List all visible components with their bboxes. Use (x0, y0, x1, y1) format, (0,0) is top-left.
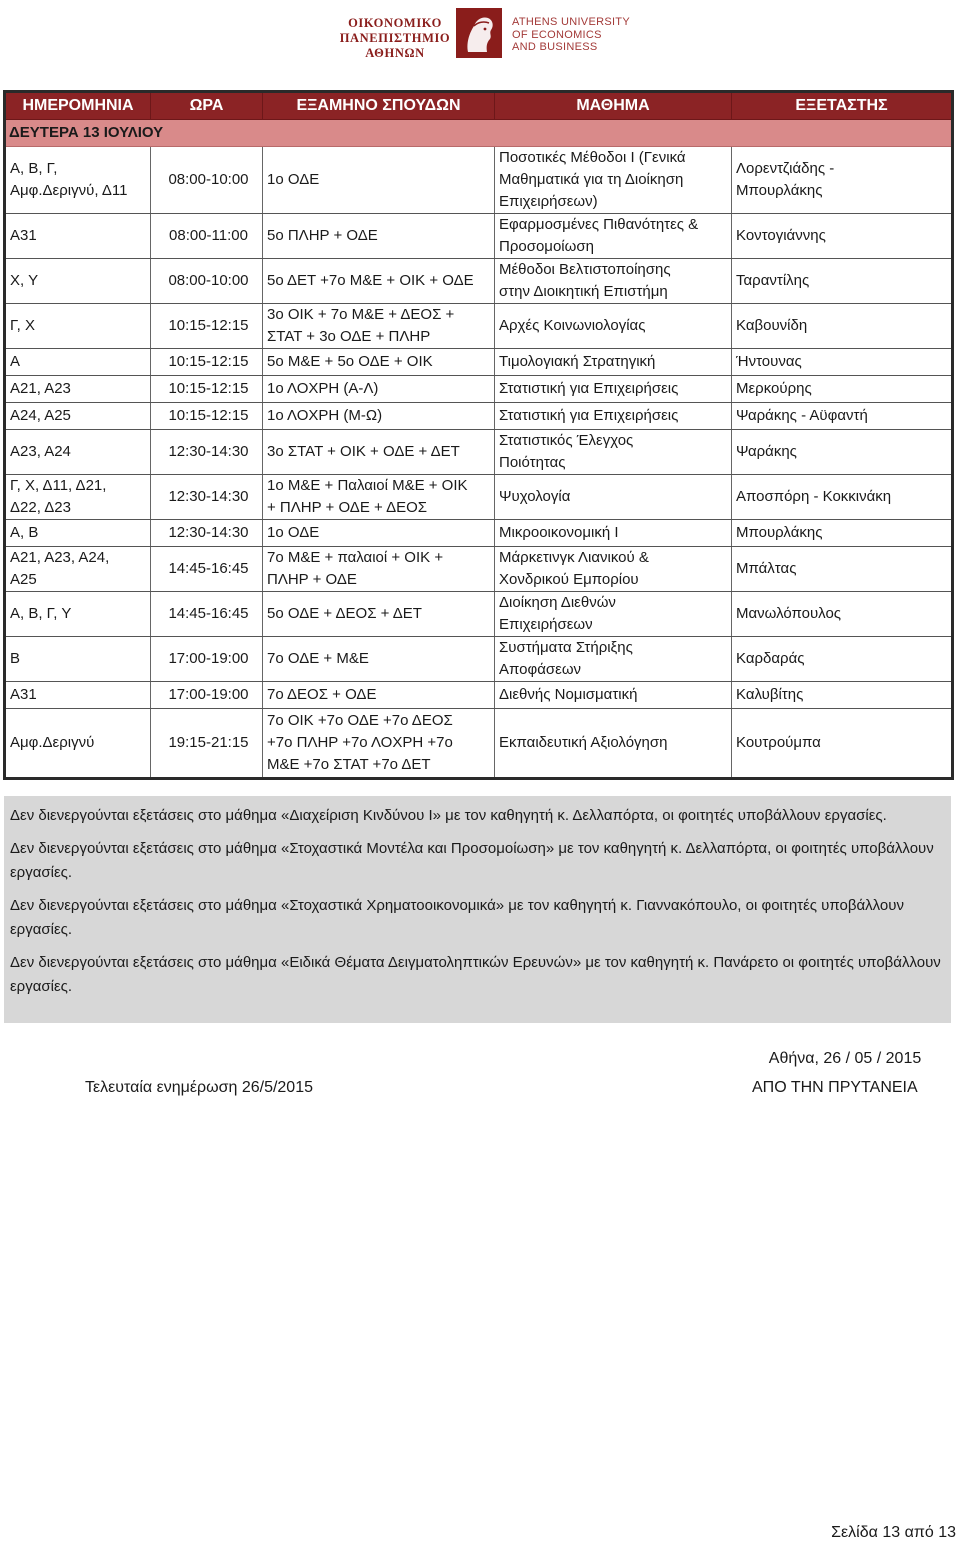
exam-groups-cell: Α, Β, Γ, Αμφ.Δεριγνύ, Δ11 (5, 147, 151, 214)
athena-head-icon (456, 8, 502, 58)
exam-time-cell: 12:30-14:30 (151, 520, 263, 547)
exam-groups-cell: Β (5, 637, 151, 682)
note-item: Δεν διενεργούνται εξετάσεις στο μάθημα «Ειδικά Θέματα Δειγματοληπτικών Ερευνών» με τον καθηγητή κ. Πανάρετο οι φοιτητές υποβάλλουν εργασίες. (10, 954, 941, 995)
column-header-date: ΗΜΕΡΟΜΗΝΙΑ (5, 92, 151, 120)
exam-groups-cell: Α24, Α25 (5, 403, 151, 430)
exam-examiner-cell: Αποσπόρη - Κοκκινάκη (732, 475, 953, 520)
logo-greek-line: ΑΘΗΝΩΝ (365, 46, 425, 60)
exam-course-cell: Μάρκετινγκ Λιανικού & Χονδρικού Εμπορίου (495, 547, 732, 592)
exam-examiner-cell: Ταραντίλης (732, 259, 953, 304)
note-item: Δεν διενεργούνται εξετάσεις στο μάθημα «Διαχείριση Κινδύνου Ι» με τον καθηγητή κ. Δελλαπόρτα, οι φοιτητές υποβάλλουν εργασίες. (10, 807, 887, 824)
exam-course-cell: Στατιστικός Έλεγχος Ποιότητας (495, 430, 732, 475)
logo-english-name (512, 16, 652, 54)
exam-semester-cell: 1ο ΛΟΧΡΗ (Μ-Ω) (263, 403, 495, 430)
exam-time-cell: 10:15-12:15 (151, 403, 263, 430)
table-row (5, 430, 953, 475)
exam-semester-cell: 7ο ΟΔΕ + Μ&Ε (263, 637, 495, 682)
exam-course-cell: Τιμολογιακή Στρατηγική (495, 349, 732, 376)
table-row (5, 520, 953, 547)
exam-course-cell: Εκπαιδευτική Αξιολόγηση (495, 709, 732, 779)
exam-course-cell: Αρχές Κοινωνιολογίας (495, 304, 732, 349)
exam-time-cell: 14:45-16:45 (151, 547, 263, 592)
exam-semester-cell: 5ο ΔΕΤ +7ο Μ&Ε + ΟΙΚ + ΟΔΕ (263, 259, 495, 304)
note-item: Δεν διενεργούνται εξετάσεις στο μάθημα «Στοχαστικά Μοντέλα και Προσομοίωση» με τον καθηγητή κ. Δελλαπόρτα, οι φοιτητές υποβάλλουν εργασίες. (10, 840, 934, 881)
exam-course-cell: Διεθνής Νομισματική (495, 682, 732, 709)
table-row (5, 304, 953, 349)
exam-course-cell: Συστήματα Στήριξης Αποφάσεων (495, 637, 732, 682)
column-header-semester: ΕΞΑΜΗΝΟ ΣΠΟΥΔΩΝ (263, 92, 495, 120)
exam-groups-cell: Α, Β (5, 520, 151, 547)
exam-time-cell: 12:30-14:30 (151, 430, 263, 475)
table-header-row (5, 92, 953, 120)
exam-examiner-cell: Μερκούρης (732, 376, 953, 403)
exam-time-cell: 12:30-14:30 (151, 475, 263, 520)
exam-schedule-table (3, 90, 954, 780)
exam-groups-cell: Α (5, 349, 151, 376)
exam-course-cell: Στατιστική για Επιχειρήσεις (495, 403, 732, 430)
exam-time-cell: 10:15-12:15 (151, 349, 263, 376)
notes-box (4, 796, 951, 1023)
last-update: Τελευταία ενημέρωση 26/5/2015 (85, 1079, 313, 1096)
exam-semester-cell: 5ο ΟΔΕ + ΔΕΟΣ + ΔΕΤ (263, 592, 495, 637)
exam-course-cell: Μικροοικονομική Ι (495, 520, 732, 547)
exam-examiner-cell: Καρδαράς (732, 637, 953, 682)
exam-examiner-cell: Μπουρλάκης (732, 520, 953, 547)
signed-by: ΑΠΟ ΤΗΝ ΠΡΥΤΑΝΕΙΑ (752, 1079, 918, 1096)
table-row (5, 475, 953, 520)
exam-time-cell: 08:00-11:00 (151, 214, 263, 259)
university-logo (336, 8, 636, 58)
day-heading-row (5, 120, 953, 147)
exam-semester-cell: 3ο ΣΤΑΤ + ΟΙΚ + ΟΔΕ + ΔΕΤ (263, 430, 495, 475)
table-row (5, 403, 953, 430)
table-row (5, 349, 953, 376)
exam-course-cell: Στατιστική για Επιχειρήσεις (495, 376, 732, 403)
exam-groups-cell: Γ, Χ (5, 304, 151, 349)
exam-semester-cell: 7ο Μ&Ε + παλαιοί + ΟΙΚ + ΠΛΗΡ + ΟΔΕ (263, 547, 495, 592)
column-header-time: ΩΡΑ (151, 92, 263, 120)
table-row (5, 214, 953, 259)
logo-greek-line: ΟΙΚΟΝΟΜΙΚΟ (348, 16, 442, 30)
table-row (5, 259, 953, 304)
logo-greek-name (336, 16, 454, 61)
table-row (5, 682, 953, 709)
column-header-examiner: ΕΞΕΤΑΣΤΗΣ (732, 92, 953, 120)
exam-examiner-cell: Καβουνίδη (732, 304, 953, 349)
exam-examiner-cell: Κουτρούμπα (732, 709, 953, 779)
exam-semester-cell: 7ο ΔΕΟΣ + ΟΔΕ (263, 682, 495, 709)
exam-time-cell: 08:00-10:00 (151, 259, 263, 304)
table-row (5, 147, 953, 214)
exam-groups-cell: Α31 (5, 214, 151, 259)
exam-examiner-cell: Κοντογιάννης (732, 214, 953, 259)
place-date: Αθήνα, 26 / 05 / 2015 (768, 1050, 922, 1067)
exam-examiner-cell: Ήντουνας (732, 349, 953, 376)
exam-groups-cell: Χ, Υ (5, 259, 151, 304)
exam-examiner-cell: Λορεντζιάδης - Μπουρλάκης (732, 147, 953, 214)
exam-examiner-cell: Μανωλόπουλος (732, 592, 953, 637)
exam-groups-cell: Γ, Χ, Δ11, Δ21, Δ22, Δ23 (5, 475, 151, 520)
table-row (5, 376, 953, 403)
table-row (5, 709, 953, 779)
day-heading: ΔΕΥΤΕΡΑ 13 ΙΟΥΛΙΟΥ (5, 120, 953, 147)
table-row (5, 547, 953, 592)
page-number: Σελίδα 13 από 13 (831, 1524, 956, 1541)
logo-english-line: AND BUSINESS (512, 41, 598, 53)
table-row (5, 637, 953, 682)
exam-semester-cell: 1ο Μ&Ε + Παλαιοί Μ&Ε + ΟΙΚ + ΠΛΗΡ + ΟΔΕ + ΔΕΟΣ (263, 475, 495, 520)
column-header-course: ΜΑΘΗΜΑ (495, 92, 732, 120)
exam-groups-cell: Α21, Α23, Α24, Α25 (5, 547, 151, 592)
exam-examiner-cell: Ψαράκης (732, 430, 953, 475)
exam-semester-cell: 7ο ΟΙΚ +7ο ΟΔΕ +7ο ΔΕΟΣ +7ο ΠΛΗΡ +7ο ΛΟΧΡΗ +7ο Μ&Ε +7ο ΣΤΑΤ +7ο ΔΕΤ (263, 709, 495, 779)
exam-time-cell: 10:15-12:15 (151, 376, 263, 403)
exam-time-cell: 14:45-16:45 (151, 592, 263, 637)
exam-time-cell: 17:00-19:00 (151, 682, 263, 709)
logo-english-line: ATHENS UNIVERSITY (512, 16, 630, 28)
exam-course-cell: Μέθοδοι Βελτιστοποίησης στην Διοικητική Επιστήμη (495, 259, 732, 304)
exam-groups-cell: Α23, Α24 (5, 430, 151, 475)
exam-course-cell: Ποσοτικές Μέθοδοι Ι (Γενικά Μαθηματικά για τη Διοίκηση Επιχειρήσεων) (495, 147, 732, 214)
exam-examiner-cell: Καλυβίτης (732, 682, 953, 709)
exam-course-cell: Εφαρμοσμένες Πιθανότητες & Προσομοίωση (495, 214, 732, 259)
table-row (5, 592, 953, 637)
exam-semester-cell: 5ο ΠΛΗΡ + ΟΔΕ (263, 214, 495, 259)
exam-time-cell: 19:15-21:15 (151, 709, 263, 779)
logo-english-line: OF ECONOMICS (512, 28, 602, 41)
exam-time-cell: 08:00-10:00 (151, 147, 263, 214)
exam-semester-cell: 1ο ΛΟΧΡΗ (Α-Λ) (263, 376, 495, 403)
logo-greek-line: ΠΑΝΕΠΙΣΤΗΜΙΟ (339, 31, 451, 45)
exam-examiner-cell: Ψαράκης - Αϋφαντή (732, 403, 953, 430)
exam-time-cell: 17:00-19:00 (151, 637, 263, 682)
exam-semester-cell: 1ο ΟΔΕ (263, 520, 495, 547)
exam-examiner-cell: Μπάλτας (732, 547, 953, 592)
exam-groups-cell: Αμφ.Δεριγνύ (5, 709, 151, 779)
exam-time-cell: 10:15-12:15 (151, 304, 263, 349)
exam-course-cell: Διοίκηση Διεθνών Επιχειρήσεων (495, 592, 732, 637)
exam-semester-cell: 5ο Μ&Ε + 5ο ΟΔΕ + ΟΙΚ (263, 349, 495, 376)
exam-semester-cell: 1ο ΟΔΕ (263, 147, 495, 214)
exam-semester-cell: 3ο ΟΙΚ + 7ο Μ&Ε + ΔΕΟΣ + ΣΤΑΤ + 3ο ΟΔΕ + ΠΛΗΡ (263, 304, 495, 349)
note-item: Δεν διενεργούνται εξετάσεις στο μάθημα «Στοχαστικά Χρηματοοικονομικά» με τον καθηγητή κ. Γιαννακόπουλο, οι φοιτητές υποβάλλουν εργασίες. (10, 897, 904, 938)
exam-groups-cell: Α21, Α23 (5, 376, 151, 403)
exam-groups-cell: Α, Β, Γ, Υ (5, 592, 151, 637)
exam-groups-cell: Α31 (5, 682, 151, 709)
exam-course-cell: Ψυχολογία (495, 475, 732, 520)
